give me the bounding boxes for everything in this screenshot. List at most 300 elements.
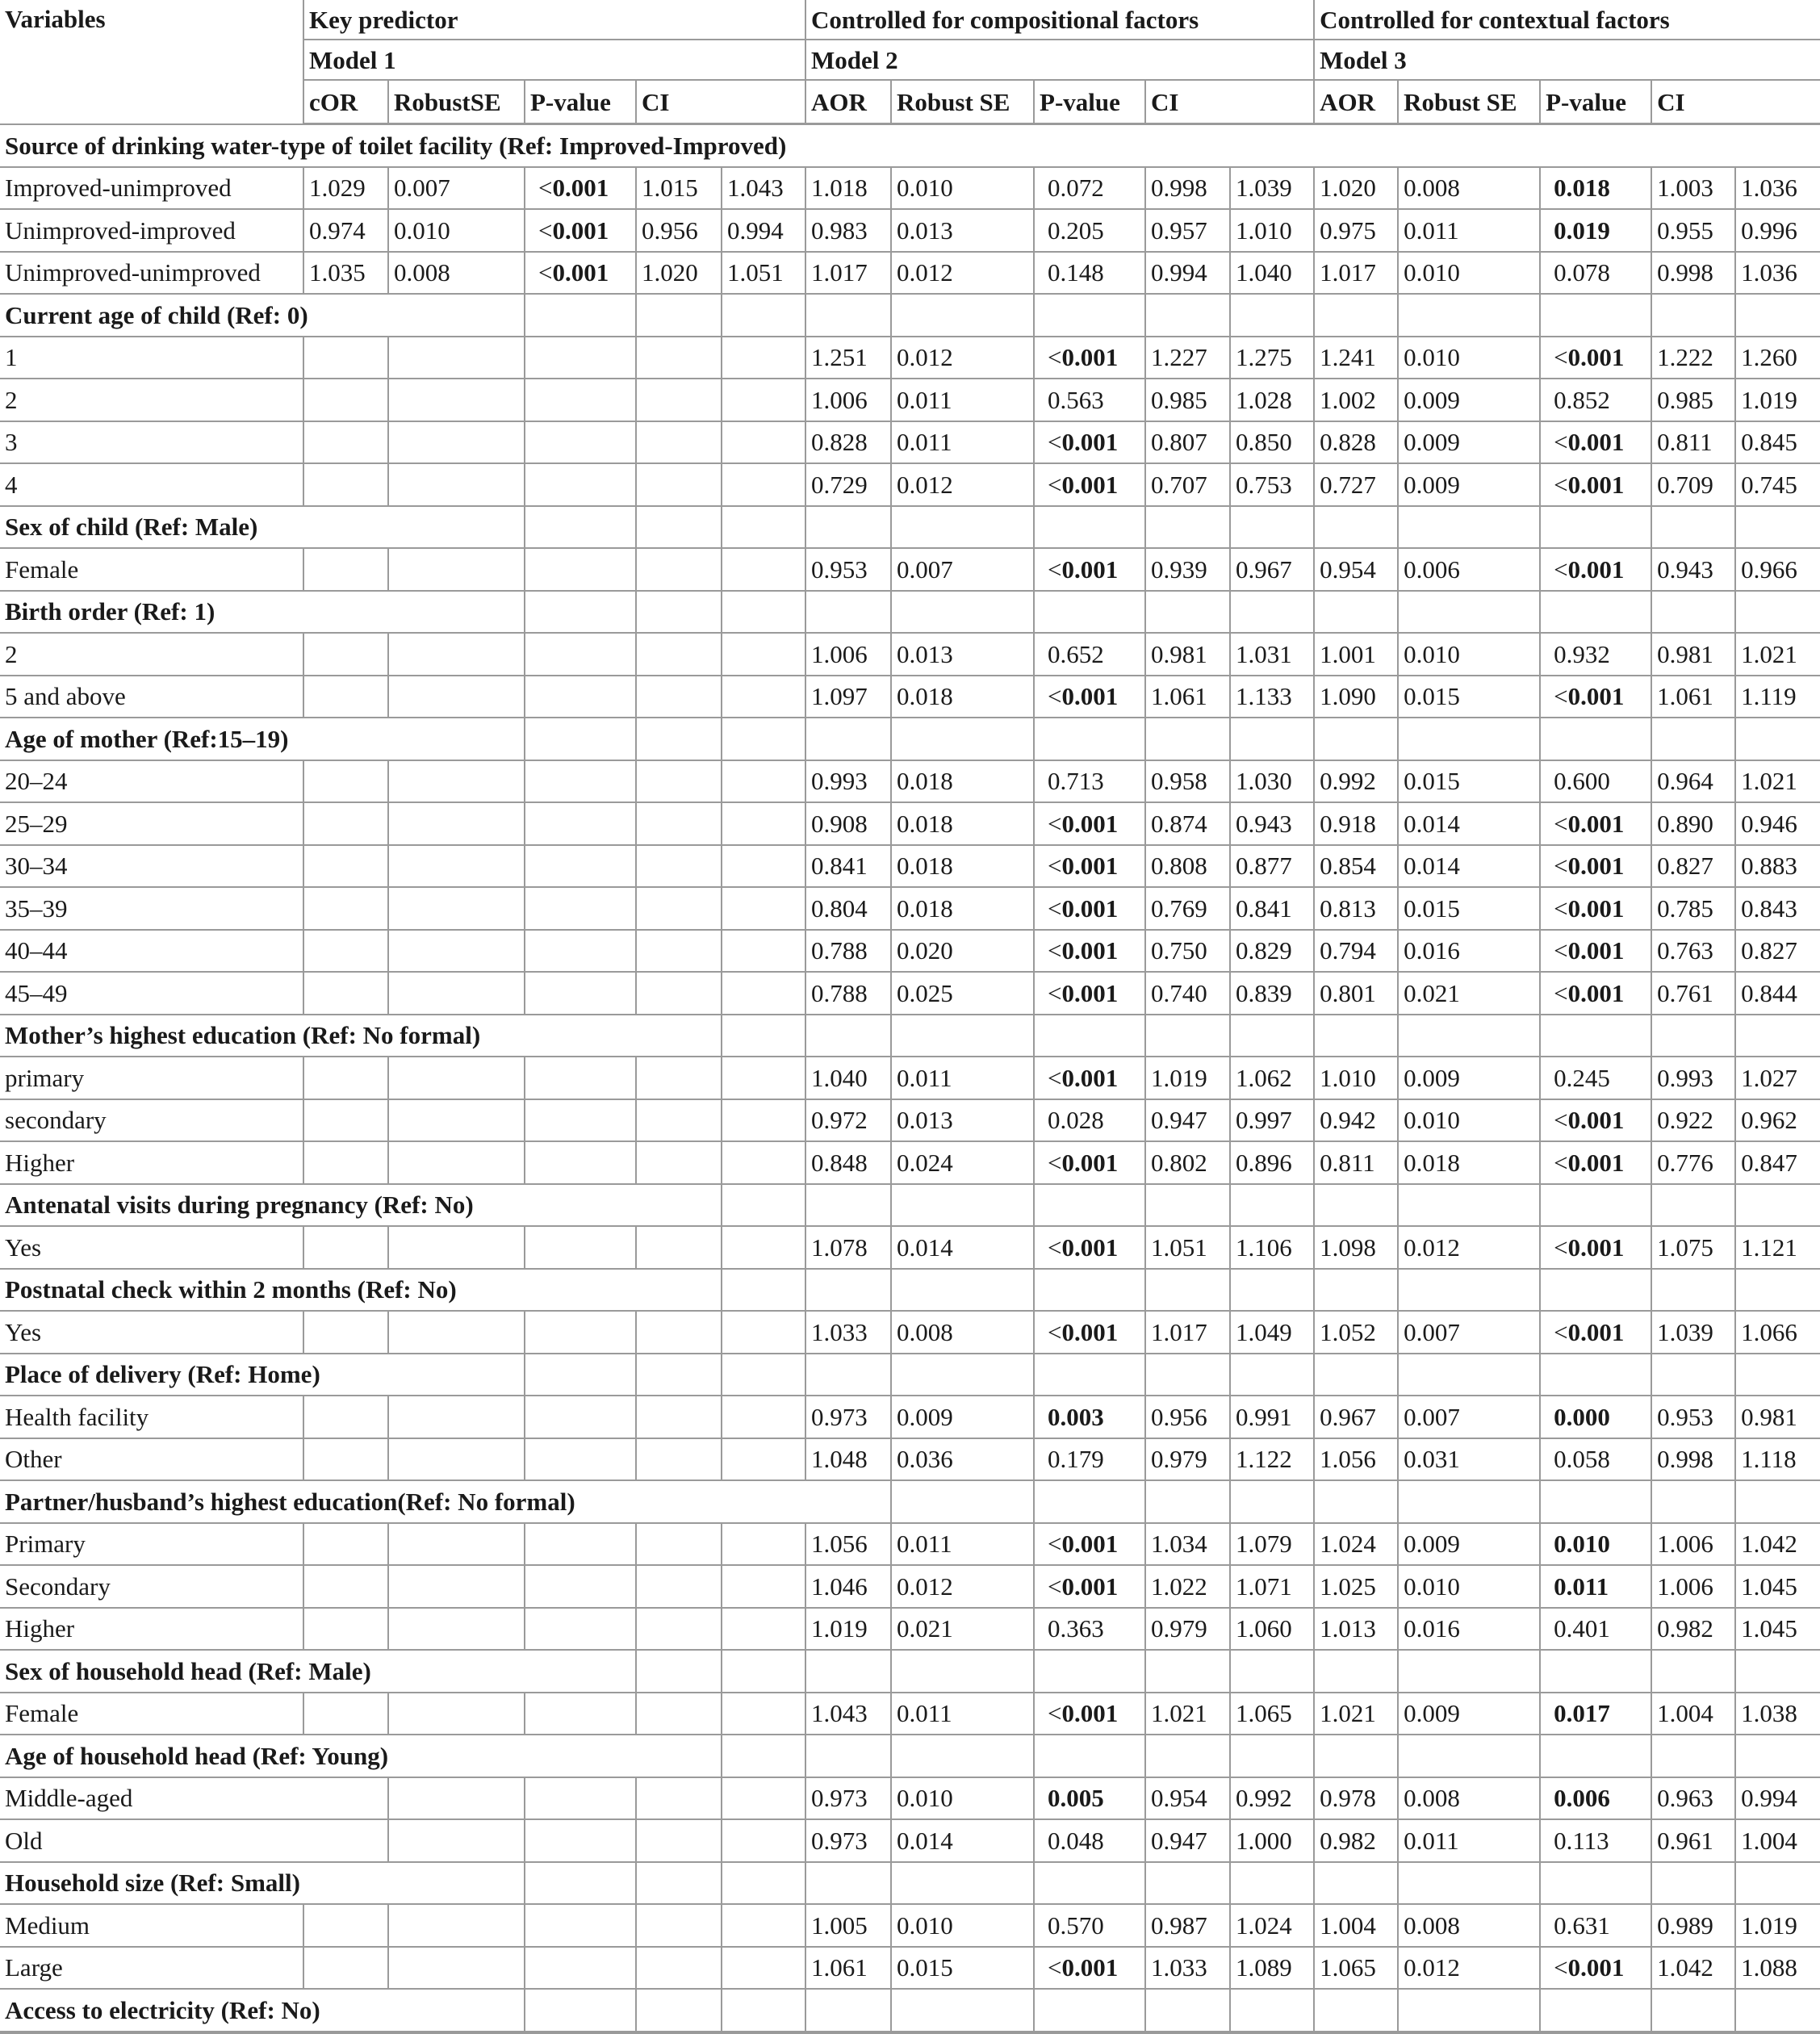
model1-p-value [525, 930, 636, 973]
model3-ci-lower: 0.985 [1651, 379, 1735, 421]
empty-cell [1034, 1735, 1145, 1777]
model2-robust-se: 0.007 [891, 548, 1034, 591]
variable-label: Middle-aged [0, 1777, 388, 1820]
model2-ci-upper: 1.049 [1230, 1311, 1314, 1354]
model3-p-value [1540, 1311, 1651, 1354]
empty-cell [891, 294, 1034, 337]
empty-cell [891, 506, 1034, 549]
section-row [0, 1269, 1820, 1312]
model3-ci-upper: 1.045 [1735, 1608, 1820, 1651]
empty-cell [1398, 1269, 1540, 1312]
empty-cell [722, 718, 805, 760]
model1-robust-se [388, 1438, 525, 1481]
variable-label: 4 [0, 463, 303, 506]
model1-robust-se [388, 930, 525, 973]
model1-ci-lower [636, 972, 722, 1015]
model1-odds-ratio [303, 1608, 388, 1651]
less-than-sign: < [1554, 1953, 1568, 1982]
variable-label: 5 and above [0, 676, 303, 718]
model2-robust-se: 0.008 [891, 1311, 1034, 1354]
empty-cell [525, 294, 636, 337]
model1-odds-ratio [303, 887, 388, 930]
table-header [0, 0, 1820, 124]
p-value-number: 0.001 [1567, 1106, 1625, 1135]
model1-ci-lower [636, 802, 722, 845]
header-col-p-value: P-value [1540, 80, 1651, 124]
model1-odds-ratio [303, 1565, 388, 1608]
model3-p-value [1540, 548, 1651, 591]
model2-odds-ratio: 1.056 [805, 1523, 891, 1566]
model2-ci-lower: 1.051 [1145, 1226, 1230, 1269]
model3-ci-upper: 1.088 [1735, 1947, 1820, 1990]
table-row [0, 760, 1820, 803]
less-than-sign: < [1554, 428, 1568, 457]
section-label: Mother’s highest education (Ref: No formal) [0, 1015, 722, 1057]
model2-odds-ratio: 0.828 [805, 421, 891, 464]
model2-robust-se: 0.011 [891, 421, 1034, 464]
empty-cell [1651, 1735, 1735, 1777]
model2-odds-ratio: 0.908 [805, 802, 891, 845]
model2-odds-ratio: 1.005 [805, 1904, 891, 1947]
model1-robust-se [388, 1608, 525, 1651]
model3-p-value: 0.018 [1540, 167, 1651, 210]
model2-robust-se: 0.018 [891, 760, 1034, 803]
empty-cell [1314, 1862, 1398, 1905]
variable-label: primary [0, 1057, 303, 1099]
model1-ci-lower [636, 1565, 722, 1608]
empty-cell [1651, 1650, 1735, 1693]
model1-robust-se [388, 802, 525, 845]
model1-robust-se [388, 1057, 525, 1099]
empty-cell [1735, 1735, 1820, 1777]
model2-p-value: 0.003 [1034, 1396, 1145, 1438]
empty-cell [1230, 1735, 1314, 1777]
empty-cell [1735, 1989, 1820, 2032]
model1-odds-ratio [303, 1226, 388, 1269]
model2-ci-upper: 1.089 [1230, 1947, 1314, 1990]
model3-odds-ratio: 1.004 [1314, 1904, 1398, 1947]
model2-ci-lower: 0.939 [1145, 548, 1230, 591]
model2-ci-lower: 0.985 [1145, 379, 1230, 421]
empty-cell [1540, 1269, 1651, 1312]
model3-robust-se: 0.012 [1398, 1947, 1540, 1990]
model3-odds-ratio: 1.098 [1314, 1226, 1398, 1269]
empty-cell [1540, 506, 1651, 549]
model2-robust-se: 0.011 [891, 1693, 1034, 1735]
empty-cell [1230, 506, 1314, 549]
p-value-number: 0.001 [1061, 1530, 1119, 1559]
model1-ci-upper [722, 463, 805, 506]
model3-odds-ratio: 1.001 [1314, 633, 1398, 676]
model3-ci-lower: 0.961 [1651, 1819, 1735, 1862]
model1-ci-upper [722, 1396, 805, 1438]
model3-ci-upper: 0.847 [1735, 1141, 1820, 1184]
model2-p-value [1034, 1226, 1145, 1269]
less-than-sign: < [1554, 1233, 1568, 1262]
model2-ci-lower: 0.769 [1145, 887, 1230, 930]
model3-odds-ratio: 0.967 [1314, 1396, 1398, 1438]
model3-ci-upper: 0.966 [1735, 548, 1820, 591]
model2-ci-upper: 1.065 [1230, 1693, 1314, 1735]
model3-ci-lower: 0.989 [1651, 1904, 1735, 1947]
variable-label: Primary [0, 1523, 303, 1566]
model2-odds-ratio: 0.973 [805, 1396, 891, 1438]
model3-robust-se: 0.010 [1398, 633, 1540, 676]
section-row [0, 1989, 1820, 2032]
empty-cell [1034, 1184, 1145, 1227]
model1-p-value [525, 1565, 636, 1608]
empty-cell [1540, 1480, 1651, 1523]
model1-robust-se [388, 1565, 525, 1608]
empty-cell [1735, 1184, 1820, 1227]
model3-ci-upper: 1.119 [1735, 676, 1820, 718]
header-col-ci: CI [1651, 80, 1820, 124]
empty-cell [722, 1650, 805, 1693]
model2-odds-ratio: 0.788 [805, 972, 891, 1015]
model3-odds-ratio: 0.954 [1314, 548, 1398, 591]
model1-ci-lower [636, 548, 722, 591]
model3-p-value: 0.852 [1540, 379, 1651, 421]
header-model-1: Model 1 [303, 40, 805, 80]
empty-cell [1735, 1650, 1820, 1693]
model3-ci-upper: 0.994 [1735, 1777, 1820, 1820]
model2-robust-se: 0.011 [891, 379, 1034, 421]
model2-robust-se: 0.012 [891, 337, 1034, 379]
model3-p-value [1540, 802, 1651, 845]
model1-ci-upper [722, 1777, 805, 1820]
variable-label: Unimproved-improved [0, 209, 303, 252]
model2-ci-upper: 1.133 [1230, 676, 1314, 718]
p-value-number: 0.001 [1567, 809, 1625, 838]
model1-p-value [525, 1777, 636, 1820]
model1-ci-lower [636, 463, 722, 506]
model2-odds-ratio: 1.006 [805, 633, 891, 676]
empty-cell [636, 1862, 722, 1905]
model2-ci-lower: 0.808 [1145, 845, 1230, 888]
empty-cell [722, 1354, 805, 1396]
model2-odds-ratio: 1.097 [805, 676, 891, 718]
model2-odds-ratio: 0.973 [805, 1819, 891, 1862]
model2-p-value: 0.148 [1034, 252, 1145, 295]
model2-robust-se: 0.018 [891, 676, 1034, 718]
model3-odds-ratio: 1.002 [1314, 379, 1398, 421]
empty-cell [1540, 1650, 1651, 1693]
empty-cell [1735, 294, 1820, 337]
model3-ci-lower: 1.004 [1651, 1693, 1735, 1735]
empty-cell [1651, 506, 1735, 549]
variable-label: Higher [0, 1608, 303, 1651]
model3-ci-lower: 0.922 [1651, 1099, 1735, 1142]
empty-cell [1145, 294, 1230, 337]
model2-robust-se: 0.010 [891, 167, 1034, 210]
empty-cell [891, 718, 1034, 760]
model1-ci-upper: 1.043 [722, 167, 805, 210]
model3-robust-se: 0.010 [1398, 252, 1540, 295]
model3-p-value [1540, 337, 1651, 379]
empty-cell [1540, 718, 1651, 760]
empty-cell [1314, 1480, 1398, 1523]
variable-label: Medium [0, 1904, 303, 1947]
model1-robust-se [388, 1099, 525, 1142]
model3-odds-ratio: 1.065 [1314, 1947, 1398, 1990]
model3-p-value: 0.011 [1540, 1565, 1651, 1608]
table-row [0, 676, 1820, 718]
p-value-number: 0.001 [1061, 555, 1119, 584]
less-than-sign: < [538, 258, 553, 287]
model3-p-value: 0.017 [1540, 1693, 1651, 1735]
p-value-number: 0.001 [1061, 1233, 1119, 1262]
model1-ci-lower [636, 1947, 722, 1990]
model2-ci-lower: 1.227 [1145, 337, 1230, 379]
p-value-number: 0.001 [1567, 852, 1625, 881]
less-than-sign: < [1048, 1572, 1062, 1601]
model2-robust-se: 0.014 [891, 1226, 1034, 1269]
empty-cell [1230, 591, 1314, 634]
model3-odds-ratio: 0.992 [1314, 760, 1398, 803]
model1-ci-upper [722, 379, 805, 421]
empty-cell [1230, 1354, 1314, 1396]
model2-ci-upper: 1.275 [1230, 337, 1314, 379]
empty-cell [1540, 1862, 1651, 1905]
model1-ci-lower [636, 1523, 722, 1566]
model1-robust-se [388, 1226, 525, 1269]
model2-robust-se: 0.011 [891, 1523, 1034, 1566]
model2-ci-lower: 0.740 [1145, 972, 1230, 1015]
variable-label: Large [0, 1947, 303, 1990]
model1-robust-se [388, 760, 525, 803]
model1-ci-upper [722, 1904, 805, 1947]
model1-p-value [525, 845, 636, 888]
model3-robust-se: 0.021 [1398, 972, 1540, 1015]
empty-cell [1314, 294, 1398, 337]
model3-p-value: 0.631 [1540, 1904, 1651, 1947]
model2-ci-lower: 1.017 [1145, 1311, 1230, 1354]
empty-cell [1540, 1184, 1651, 1227]
empty-cell [1651, 1269, 1735, 1312]
model3-robust-se: 0.012 [1398, 1226, 1540, 1269]
model1-ci-lower [636, 1693, 722, 1735]
model3-ci-upper: 0.843 [1735, 887, 1820, 930]
section-row [0, 1480, 1820, 1523]
model1-odds-ratio [303, 1141, 388, 1184]
model3-ci-upper: 1.045 [1735, 1565, 1820, 1608]
table-row [0, 252, 1820, 295]
model1-ci-lower: 1.020 [636, 252, 722, 295]
model1-ci-upper [722, 1057, 805, 1099]
model1-odds-ratio [303, 379, 388, 421]
table-row [0, 1438, 1820, 1481]
empty-cell [1034, 1650, 1145, 1693]
empty-cell [1398, 1354, 1540, 1396]
empty-cell [1034, 294, 1145, 337]
model1-odds-ratio [303, 1693, 388, 1735]
empty-cell [1034, 718, 1145, 760]
model3-ci-lower: 0.827 [1651, 845, 1735, 888]
table-row [0, 802, 1820, 845]
empty-cell [1398, 1015, 1540, 1057]
table-row [0, 1523, 1820, 1566]
model3-ci-upper: 1.004 [1735, 1819, 1820, 1862]
model2-ci-lower: 0.947 [1145, 1819, 1230, 1862]
model1-p-value [525, 252, 636, 295]
empty-cell [1651, 1480, 1735, 1523]
model2-odds-ratio: 0.848 [805, 1141, 891, 1184]
table-row [0, 1226, 1820, 1269]
section-label: Place of delivery (Ref: Home) [0, 1354, 525, 1396]
model3-ci-lower: 0.955 [1651, 209, 1735, 252]
model2-robust-se: 0.021 [891, 1608, 1034, 1651]
model2-ci-lower: 0.958 [1145, 760, 1230, 803]
less-than-sign: < [1554, 1317, 1568, 1346]
empty-cell [1230, 718, 1314, 760]
empty-cell [805, 591, 891, 634]
model2-p-value [1034, 802, 1145, 845]
empty-cell [722, 591, 805, 634]
model1-p-value [525, 167, 636, 210]
model2-p-value [1034, 463, 1145, 506]
variable-label: 3 [0, 421, 303, 464]
model1-odds-ratio [303, 1438, 388, 1481]
model2-ci-lower: 0.802 [1145, 1141, 1230, 1184]
table-row [0, 1693, 1820, 1735]
table-row [0, 379, 1820, 421]
table-row [0, 1565, 1820, 1608]
empty-cell [1735, 1480, 1820, 1523]
empty-cell [525, 1989, 636, 2032]
less-than-sign: < [1554, 894, 1568, 923]
model1-ci-lower [636, 421, 722, 464]
model1-ci-upper [722, 1608, 805, 1651]
empty-cell [891, 1354, 1034, 1396]
model3-ci-lower: 0.998 [1651, 252, 1735, 295]
model2-odds-ratio: 1.061 [805, 1947, 891, 1990]
model1-robust-se [388, 972, 525, 1015]
less-than-sign: < [1554, 682, 1568, 711]
model1-robust-se [388, 548, 525, 591]
header-model-3: Model 3 [1314, 40, 1820, 80]
model1-p-value [525, 1819, 636, 1862]
less-than-sign: < [1554, 809, 1568, 838]
model2-ci-upper: 0.997 [1230, 1099, 1314, 1142]
model2-robust-se: 0.012 [891, 252, 1034, 295]
model1-robust-se [388, 1523, 525, 1566]
variable-label: 2 [0, 379, 303, 421]
empty-cell [805, 1735, 891, 1777]
variable-label: Female [0, 548, 303, 591]
model1-p-value [525, 209, 636, 252]
variable-label: 30–34 [0, 845, 303, 888]
model2-ci-lower: 1.021 [1145, 1693, 1230, 1735]
less-than-sign: < [1554, 936, 1568, 965]
model3-robust-se: 0.007 [1398, 1396, 1540, 1438]
model3-robust-se: 0.031 [1398, 1438, 1540, 1481]
model2-robust-se: 0.015 [891, 1947, 1034, 1990]
p-value-number: 0.001 [552, 174, 609, 203]
empty-cell [805, 1015, 891, 1057]
p-value-number: 0.001 [1061, 936, 1119, 965]
empty-cell [1034, 1269, 1145, 1312]
model1-robust-se [388, 1141, 525, 1184]
model2-ci-lower: 0.981 [1145, 633, 1230, 676]
model3-robust-se: 0.010 [1398, 1565, 1540, 1608]
model2-ci-upper: 1.031 [1230, 633, 1314, 676]
model3-odds-ratio: 1.052 [1314, 1311, 1398, 1354]
model1-ci-upper: 1.051 [722, 252, 805, 295]
empty-cell [1034, 1015, 1145, 1057]
model3-robust-se: 0.009 [1398, 1523, 1540, 1566]
model2-robust-se: 0.018 [891, 845, 1034, 888]
model3-ci-upper: 1.042 [1735, 1523, 1820, 1566]
model3-odds-ratio: 0.801 [1314, 972, 1398, 1015]
empty-cell [805, 1862, 891, 1905]
model2-p-value [1034, 930, 1145, 973]
model1-ci-upper [722, 972, 805, 1015]
model2-p-value: 0.652 [1034, 633, 1145, 676]
model3-ci-lower: 0.993 [1651, 1057, 1735, 1099]
less-than-sign: < [1048, 1317, 1062, 1346]
p-value-number: 0.001 [1567, 978, 1625, 1007]
empty-cell [805, 1989, 891, 2032]
model1-p-value [525, 1311, 636, 1354]
empty-cell [1540, 1989, 1651, 2032]
model3-robust-se: 0.010 [1398, 337, 1540, 379]
model3-ci-upper: 0.962 [1735, 1099, 1820, 1142]
p-value-number: 0.001 [1061, 1572, 1119, 1601]
less-than-sign: < [1554, 470, 1568, 499]
model3-ci-upper: 1.021 [1735, 760, 1820, 803]
model1-p-value [525, 1057, 636, 1099]
model3-ci-lower: 0.811 [1651, 421, 1735, 464]
model3-robust-se: 0.009 [1398, 463, 1540, 506]
model2-ci-upper: 1.010 [1230, 209, 1314, 252]
model3-p-value [1540, 930, 1651, 973]
empty-cell [1314, 1650, 1398, 1693]
model3-robust-se: 0.007 [1398, 1311, 1540, 1354]
model2-ci-upper: 0.841 [1230, 887, 1314, 930]
empty-cell [525, 1354, 636, 1396]
model3-robust-se: 0.008 [1398, 1904, 1540, 1947]
model2-p-value: 0.028 [1034, 1099, 1145, 1142]
model3-ci-upper: 1.036 [1735, 167, 1820, 210]
table-row [0, 337, 1820, 379]
empty-cell [1735, 718, 1820, 760]
model3-odds-ratio: 0.942 [1314, 1099, 1398, 1142]
table-row [0, 548, 1820, 591]
section-label: Household size (Ref: Small) [0, 1862, 525, 1905]
table-row [0, 845, 1820, 888]
model1-robust-se [388, 1947, 525, 1990]
model1-p-value [525, 1693, 636, 1735]
model2-ci-lower: 0.954 [1145, 1777, 1230, 1820]
model1-p-value [525, 1226, 636, 1269]
model3-odds-ratio: 0.727 [1314, 463, 1398, 506]
empty-cell [805, 294, 891, 337]
empty-cell [1230, 1989, 1314, 2032]
empty-cell [1398, 1480, 1540, 1523]
variable-label: Health facility [0, 1396, 303, 1438]
model3-ci-lower: 1.006 [1651, 1523, 1735, 1566]
model2-p-value: 0.570 [1034, 1904, 1145, 1947]
less-than-sign: < [1048, 1233, 1062, 1262]
model3-p-value: 0.006 [1540, 1777, 1651, 1820]
model2-ci-upper: 1.040 [1230, 252, 1314, 295]
model3-robust-se: 0.018 [1398, 1141, 1540, 1184]
empty-cell [805, 1354, 891, 1396]
model1-robust-se [388, 1777, 525, 1820]
less-than-sign: < [1048, 1953, 1062, 1982]
model3-ci-lower: 0.981 [1651, 633, 1735, 676]
model1-odds-ratio [303, 1904, 388, 1947]
